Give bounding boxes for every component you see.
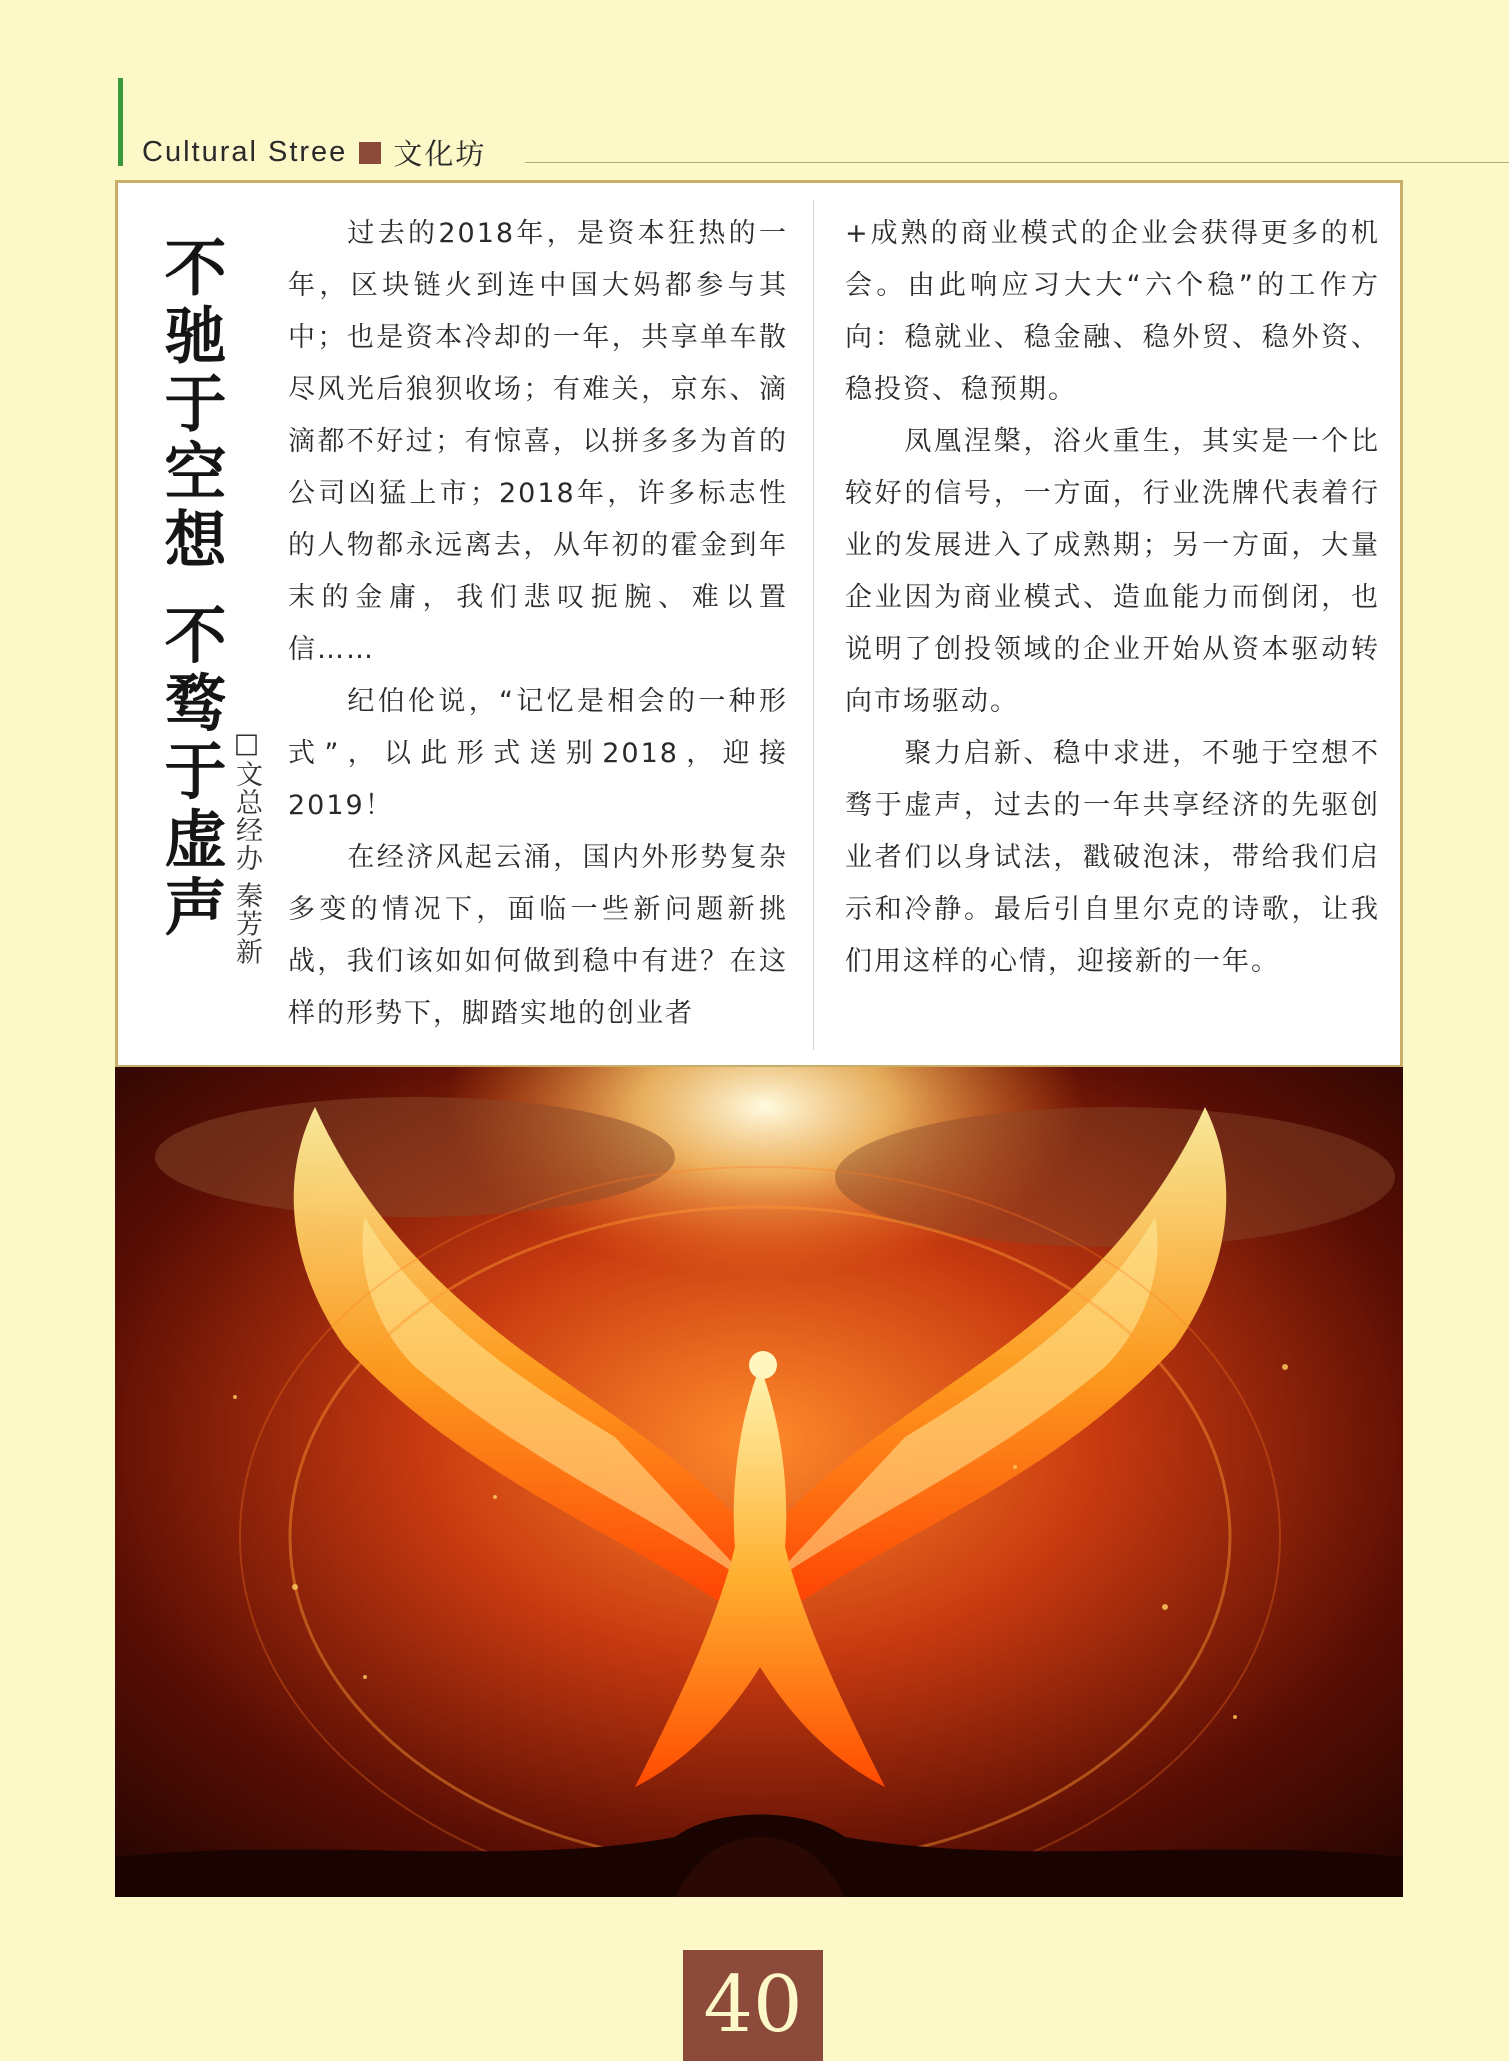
paragraph: 在经济风起云涌，国内外形势复杂多变的情况下，面临一些新问题新挑战，我们该如如何做到稳中有进？在这样的形势下，脚踏实地的创业者 [288,842,788,1029]
phoenix-illustration [115,1065,1403,1897]
article-title: 不驰于空想 不骛于虚声 [154,235,227,943]
square-bullet-icon [359,142,381,164]
column-divider [813,200,814,1050]
page-number: 40 [683,1950,823,2061]
article-column-right [845,208,1380,988]
paragraph: 聚力启新、稳中求进，不驰于空想不骛于虚声，过去的一年共享经济的先驱创业者们以身试法，戳破泡沫，带给我们启示和冷静。最后引自里尔克的诗歌，让我们用这样的心情，迎接新的一年。 [845,738,1380,977]
header-accent-bar [118,78,123,166]
section-title-en: Cultural Stree [142,136,348,168]
paragraph: 纪伯伦说，“记忆是相会的一种形式”，以此形式送别2018，迎接2019！ [288,686,788,821]
header-rule [525,162,1509,163]
paragraph: 过去的2018年，是资本狂热的一年，区块链火到连中国大妈都参与其中；也是资本冷却的一年，共享单车散尽风光后狼狈收场；有难关，京东、滴滴都不好过；有惊喜，以拼多多为首的公司凶猛上市；2018年，许多标志性的人物都永远离去，从年初的霍金到年末的金庸，我们悲叹扼腕、难以置信…… [288,218,788,665]
article-author: □文总经办 秦芳新 [231,728,262,966]
article-column-left [288,208,788,1040]
paragraph-continuation: +成熟的商业模式的企业会获得更多的机会。由此响应习大大“六个稳”的工作方向：稳就业、稳金融、稳外贸、稳外资、稳投资、稳预期。 [845,218,1380,405]
section-title-cn: 文化坊 [393,139,487,171]
section-header [142,132,486,173]
paragraph: 凤凰涅槃，浴火重生，其实是一个比较好的信号，一方面，行业洗牌代表着行业的发展进入了成熟期；另一方面，大量企业因为商业模式、造血能力而倒闭，也说明了创投领域的企业开始从资本驱动转向市场驱动。 [845,426,1380,717]
